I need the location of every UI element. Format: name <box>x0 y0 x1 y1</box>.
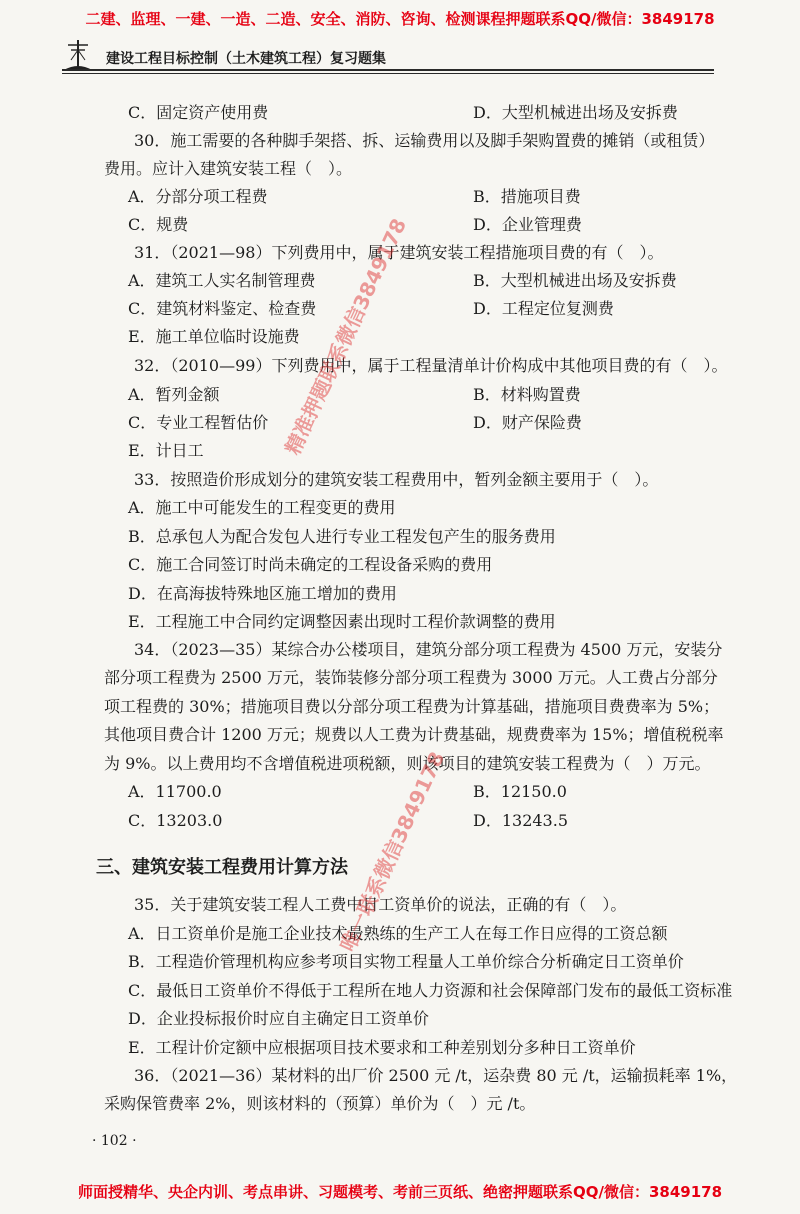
tower-logo-icon <box>62 38 94 72</box>
option-line: D．在高海拔特殊地区施工增加的费用 <box>128 584 397 603</box>
running-header-title: 建设工程目标控制（土木建筑工程）复习题集 <box>106 51 386 67</box>
option-line: C．专业工程暂估价 <box>128 413 269 432</box>
option-line: A．11700.0 <box>128 782 222 801</box>
option-line: B．总承包人为配合发包人进行专业工程发包产生的服务费用 <box>128 527 556 546</box>
question-line: 32．（2010—99）下列费用中，属于工程量清单计价构成中其他项目费的有（ ）。 <box>134 356 728 375</box>
option-line: E．施工单位临时设施费 <box>128 327 300 346</box>
option-line: C．固定资产使用费 <box>128 103 269 122</box>
question-line: 费用。应计入建筑安装工程（ ）。 <box>104 159 353 178</box>
question-line: 部分项工程费为 2500 万元，装饰装修分部分项工程费为 3000 万元。人工费占分部分 <box>104 668 718 687</box>
promo-banner-bottom: 师面授精华、央企内训、考点串讲、习题模考、考前三页纸、绝密押题联系QQ/微信：3849178 <box>77 1183 723 1201</box>
question-line: 31．（2021—98）下列费用中，属于建筑安装工程措施项目费的有（ ）。 <box>134 243 664 262</box>
option-line: D．财产保险费 <box>473 413 582 432</box>
option-line: C．施工合同签订时尚未确定的工程设备采购的费用 <box>128 555 493 574</box>
option-line: A．日工资单价是施工企业技术最熟练的生产工人在每工作日应得的工资总额 <box>128 924 668 943</box>
option-line: B．工程造价管理机构应参考项目实物工程量人工单价综合分析确定日工资单价 <box>128 952 684 971</box>
option-line: A．分部分项工程费 <box>128 187 268 206</box>
question-line: 36．（2021—36）某材料的出厂价 2500 元 /t，运杂费 80 元 /t，运输损耗率 1%， <box>134 1066 738 1085</box>
option-line: C．13203.0 <box>128 811 223 830</box>
question-line: 其他项目费合计 1200 万元；规费以人工费为计费基础，规费费率为 15%；增值税税率 <box>104 725 724 744</box>
question-line: 33．按照造价形成划分的建筑安装工程费用中，暂列金额主要用于（ ）。 <box>134 470 659 489</box>
question-line: 为 9%。以上费用均不含增值税进项税额，则该项目的建筑安装工程费为（ ）万元。 <box>104 754 711 773</box>
option-line: B．措施项目费 <box>473 187 581 206</box>
option-line: D．大型机械进出场及安拆费 <box>473 103 678 122</box>
option-line: D．工程定位复测费 <box>473 299 614 318</box>
option-line: D．企业投标报价时应自主确定日工资单价 <box>128 1009 429 1028</box>
option-line: A．施工中可能发生的工程变更的费用 <box>128 498 396 517</box>
promo-banner-top: 二建、监理、一建、一造、二造、安全、消防、咨询、检测课程押题联系QQ/微信：3849178 <box>85 10 715 28</box>
option-line: B．大型机械进出场及安拆费 <box>473 271 677 290</box>
option-line: B．材料购置费 <box>473 385 581 404</box>
question-line: 项工程费的 30%；措施项目费以分部分项工程费为计算基础，措施项目费费率为 5%； <box>104 697 720 716</box>
option-line: A．建筑工人实名制管理费 <box>128 271 316 290</box>
watermark-text: 精准押题联系微信3849178 <box>280 214 412 459</box>
watermark-text: 唯一联系微信3849178 <box>335 748 450 956</box>
option-line: E．工程施工中合同约定调整因素出现时工程价款调整的费用 <box>128 612 556 631</box>
question-line: 采购保管费率 2%，则该材料的（预算）单价为（ ）元 /t。 <box>104 1094 536 1113</box>
option-line: C．建筑材料鉴定、检查费 <box>128 299 317 318</box>
question-line: 30．施工需要的各种脚手架搭、拆、运输费用以及脚手架购置费的摊销（或租赁） <box>134 131 715 150</box>
option-line: A．暂列金额 <box>128 385 220 404</box>
option-line: C．最低日工资单价不得低于工程所在地人力资源和社会保障部门发布的最低工资标准 <box>128 981 733 1000</box>
option-line: C．规费 <box>128 215 189 234</box>
option-line: B．12150.0 <box>473 782 567 801</box>
page-number: · 102 · <box>92 1133 137 1149</box>
header-rule <box>62 69 714 71</box>
header-rule-thin <box>62 73 714 74</box>
option-line: D．13243.5 <box>473 811 568 830</box>
option-line: E．计日工 <box>128 441 204 460</box>
option-line: E．工程计价定额中应根据项目技术要求和工种差别划分多种日工资单价 <box>128 1038 636 1057</box>
option-line: D．企业管理费 <box>473 215 582 234</box>
question-line: 34．（2023—35）某综合办公楼项目，建筑分部分项工程费为 4500 万元，安装分 <box>134 640 723 659</box>
section-heading: 三、建筑安装工程费用计算方法 <box>96 857 348 878</box>
question-line: 35．关于建筑安装工程人工费中日工资单价的说法，正确的有（ ）。 <box>134 895 627 914</box>
